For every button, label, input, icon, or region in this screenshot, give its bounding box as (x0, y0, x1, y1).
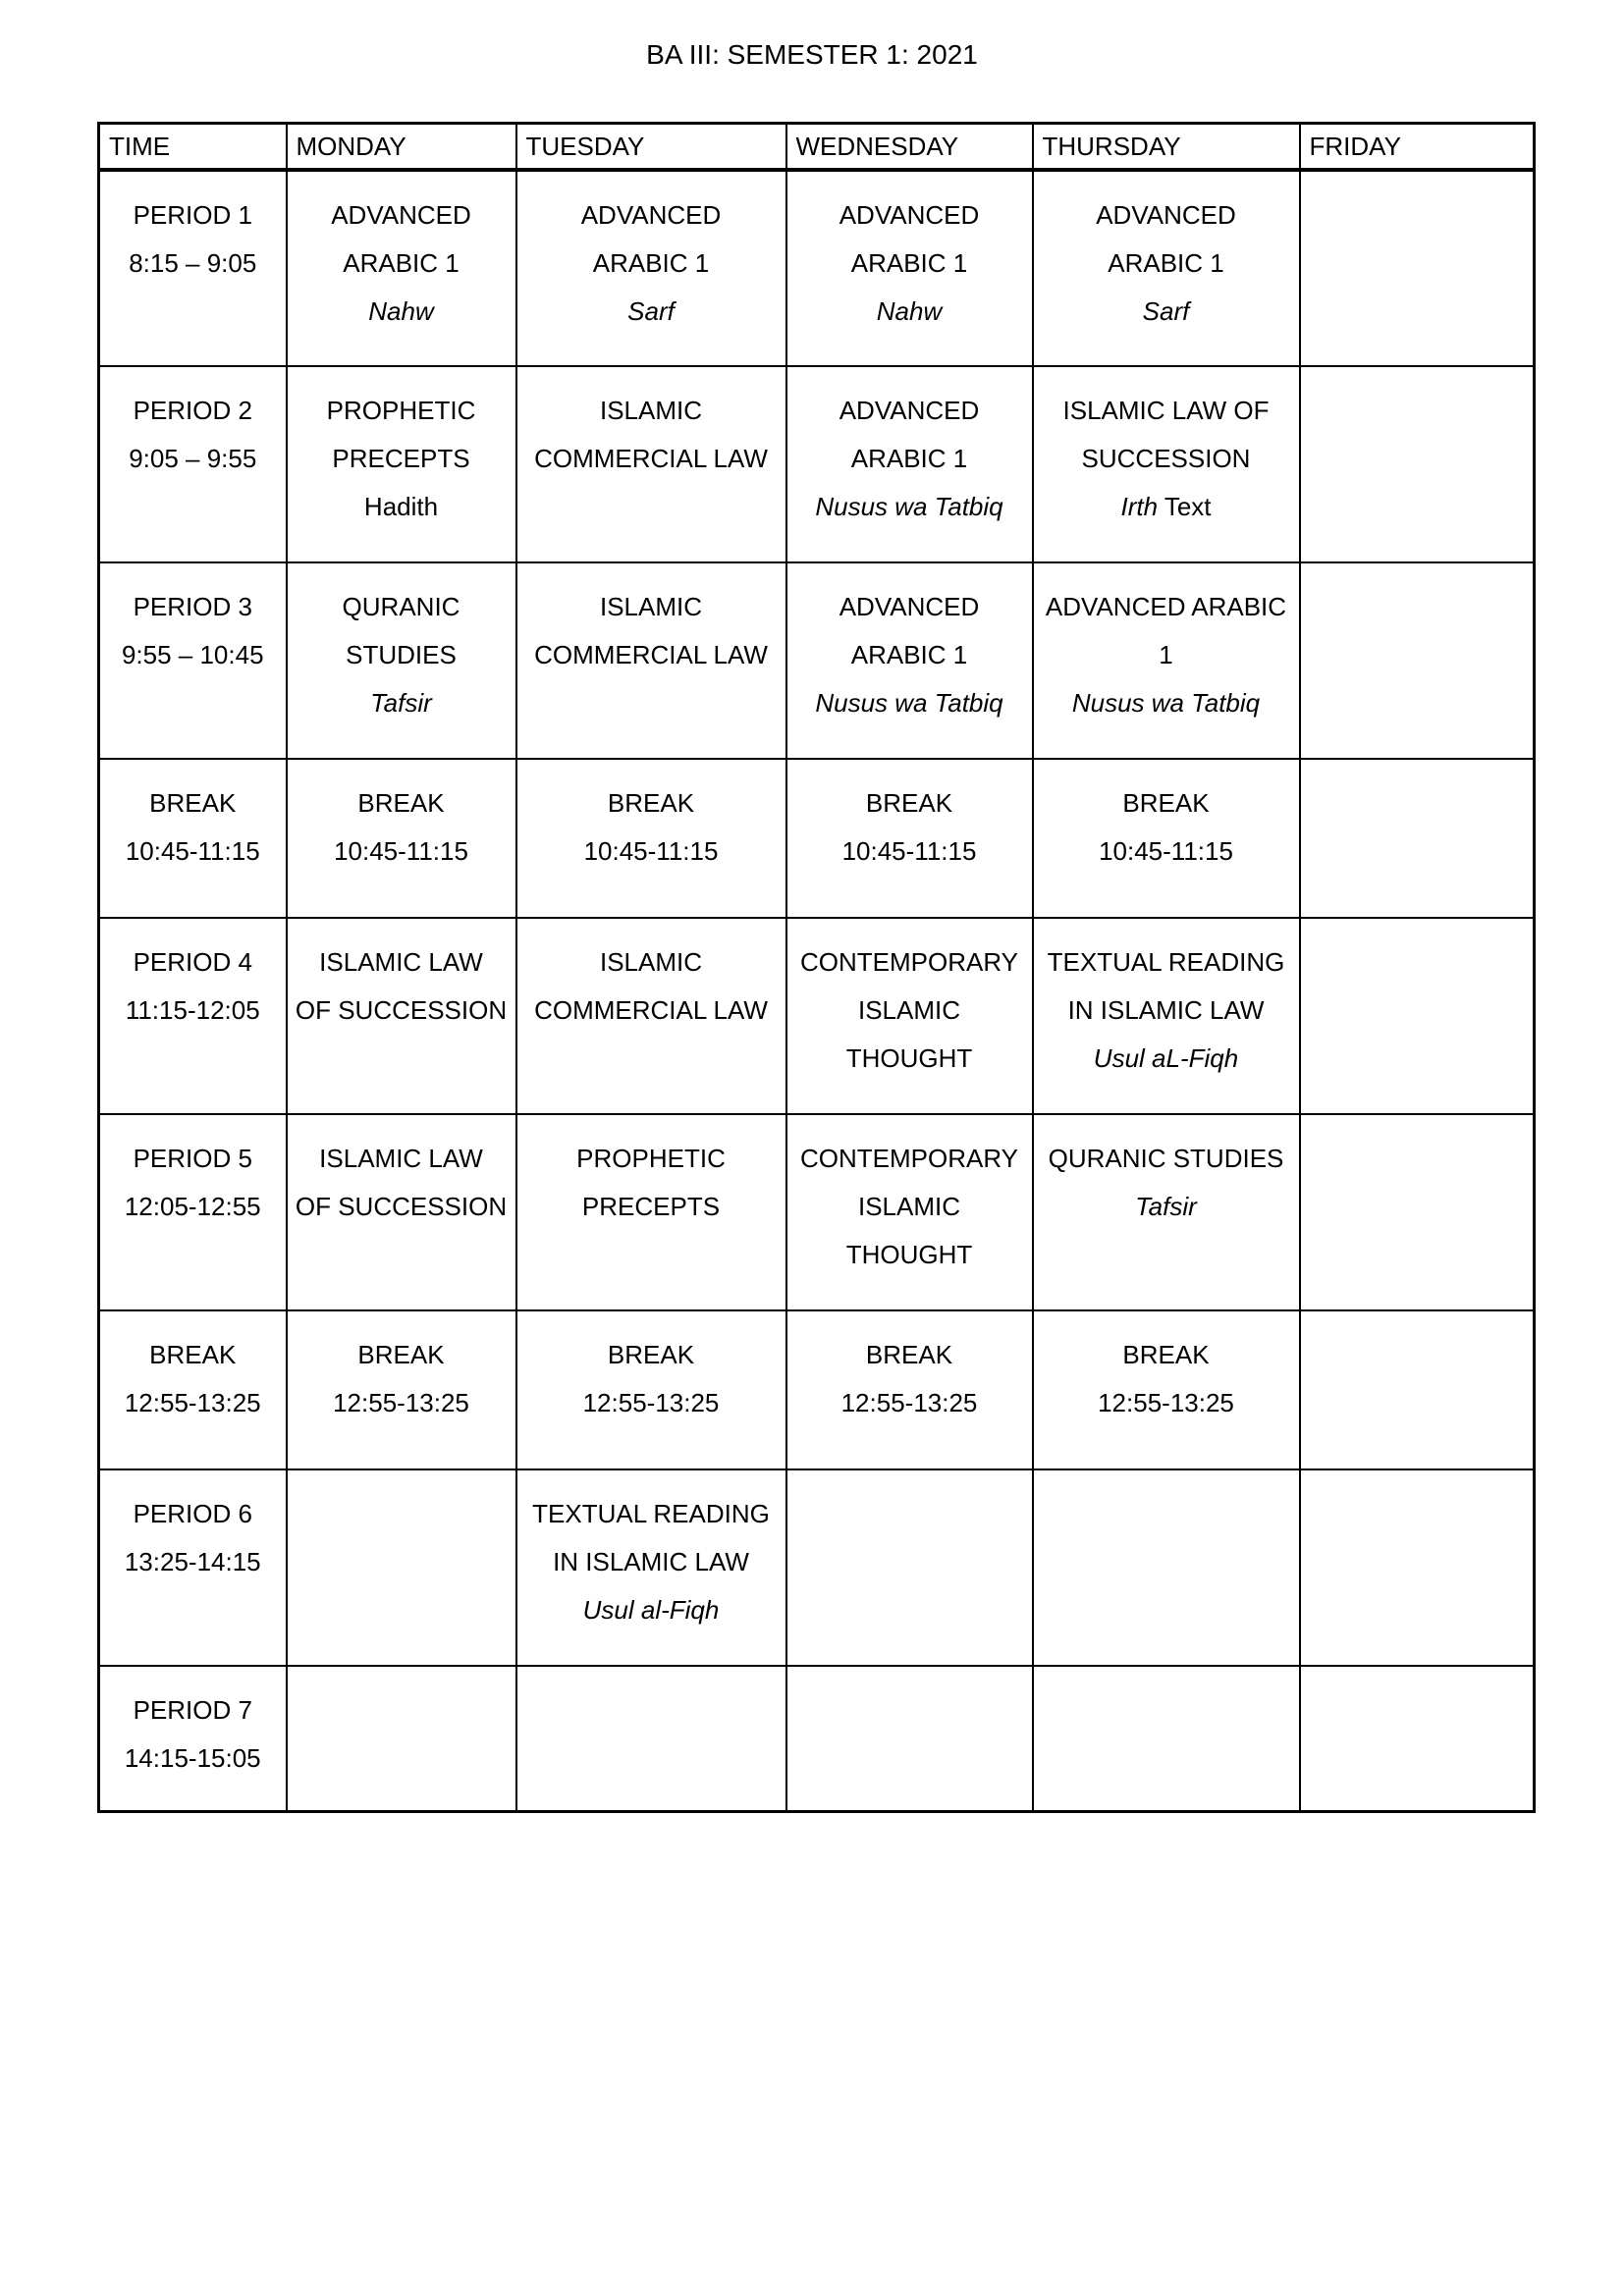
cell-text-line: Nusus wa Tatbiq (1071, 688, 1261, 718)
cell-text-line: PERIOD 6 (133, 1499, 252, 1528)
cell-text-line: Nusus wa Tatbiq (815, 688, 1003, 718)
cell-monday-period-4 (287, 918, 516, 1114)
cell-text-line: PRECEPTS (332, 444, 470, 473)
cell-text-line: 12:55-13:25 (124, 1388, 261, 1417)
cell-monday-period-6 (287, 1469, 516, 1666)
cell-tuesday-period-1 (516, 170, 786, 366)
cell-monday-period-3 (287, 562, 516, 759)
cell-text-line: PERIOD 5 (133, 1144, 252, 1173)
cell-time-period-1 (99, 170, 287, 366)
cell-text-line: BREAK (607, 788, 695, 818)
cell-monday-period-1 (287, 170, 516, 366)
cell-text-line: TEXTUAL READING (532, 1499, 770, 1528)
cell-wednesday-period-1 (786, 170, 1033, 366)
cell-text-line: Tafsir (1135, 1192, 1197, 1221)
cell-thursday-period-1 (1033, 170, 1300, 366)
cell-text-line: Nahw (876, 296, 943, 326)
cell-monday-break-1 (287, 759, 516, 918)
cell-text-line: PERIOD 7 (133, 1695, 252, 1725)
cell-text-line: 9:05 – 9:55 (129, 444, 257, 473)
cell-thursday-break-1 (1033, 759, 1300, 918)
cell-text-line: ADVANCED (839, 396, 980, 425)
cell-wednesday-period-3 (786, 562, 1033, 759)
cell-monday-period-2 (287, 366, 516, 562)
cell-wednesday-period-7 (786, 1666, 1033, 1811)
cell-tuesday-period-6 (516, 1469, 786, 1666)
cell-text-line: ADVANCED (839, 200, 980, 230)
cell-time-period-4 (99, 918, 287, 1114)
cell-tuesday-period-3 (516, 562, 786, 759)
cell-text-line: BREAK (357, 788, 445, 818)
cell-text-line: 13:25-14:15 (124, 1547, 261, 1576)
cell-text-line: ISLAMIC LAW OF (1062, 396, 1270, 425)
column-header-friday: FRIDAY (1300, 124, 1535, 171)
cell-time-period-5 (99, 1114, 287, 1310)
cell-text-line: 8:15 – 9:05 (129, 248, 257, 278)
cell-text-line: THOUGHT (845, 1240, 973, 1269)
cell-text-line: 14:15-15:05 (124, 1743, 261, 1773)
cell-time-period-6 (99, 1469, 287, 1666)
row-period-7 (99, 1666, 1535, 1811)
timetable-body (99, 170, 1535, 1811)
cell-thursday-period-6 (1033, 1469, 1300, 1666)
row-break-2 (99, 1310, 1535, 1469)
cell-text-line: BREAK (149, 788, 237, 818)
cell-time-period-2 (99, 366, 287, 562)
cell-text-line: 10:45-11:15 (125, 836, 260, 866)
cell-text-line: QURANIC STUDIES (1048, 1144, 1284, 1173)
column-header-wednesday: WEDNESDAY (786, 124, 1033, 171)
row-period-5 (99, 1114, 1535, 1310)
cell-text-line: 10:45-11:15 (841, 836, 977, 866)
cell-text-line: ARABIC 1 (1108, 248, 1224, 278)
cell-thursday-period-3 (1033, 562, 1300, 759)
cell-text-line: Tafsir (370, 688, 432, 718)
row-period-3 (99, 562, 1535, 759)
cell-text-line: CONTEMPORARY (800, 1144, 1018, 1173)
cell-text-line: 12:55-13:25 (582, 1388, 720, 1417)
cell-text-line: ARABIC 1 (343, 248, 460, 278)
cell-time-break-1 (99, 759, 287, 918)
cell-text-line: Usul al-Fiqh (582, 1595, 720, 1625)
row-break-1 (99, 759, 1535, 918)
cell-text-line: ARABIC 1 (850, 248, 968, 278)
cell-time-break-2 (99, 1310, 287, 1469)
column-header-tuesday: TUESDAY (516, 124, 786, 171)
cell-text-line: IN ISLAMIC LAW (1067, 995, 1265, 1025)
cell-tuesday-period-2 (516, 366, 786, 562)
cell-text-line: Usul aL-Fiqh (1093, 1043, 1239, 1073)
cell-text-line: ISLAMIC (599, 396, 703, 425)
cell-text-line: ISLAMIC (599, 947, 703, 977)
cell-text-line: 12:55-13:25 (333, 1388, 469, 1417)
cell-friday-period-3 (1300, 562, 1535, 759)
column-header-thursday: THURSDAY (1033, 124, 1300, 171)
cell-text-line: ISLAMIC LAW (319, 947, 483, 977)
cell-text-line: BREAK (1122, 1340, 1210, 1369)
row-period-4 (99, 918, 1535, 1114)
cell-text-line: ADVANCED (331, 200, 471, 230)
cell-text-line: 12:55-13:25 (1098, 1388, 1234, 1417)
cell-friday-period-1 (1300, 170, 1535, 366)
cell-wednesday-period-4 (786, 918, 1033, 1114)
cell-friday-period-4 (1300, 918, 1535, 1114)
cell-wednesday-period-5 (786, 1114, 1033, 1310)
cell-text-line: 11:15-12:05 (125, 995, 260, 1025)
cell-tuesday-period-7 (516, 1666, 786, 1811)
cell-text-line: PROPHETIC (576, 1144, 726, 1173)
cell-tuesday-period-5 (516, 1114, 786, 1310)
column-header-time: TIME (99, 124, 287, 171)
cell-text-line: ADVANCED (1096, 200, 1236, 230)
cell-text-line: CONTEMPORARY (800, 947, 1018, 977)
cell-text-line: PRECEPTS (581, 1192, 721, 1221)
cell-monday-period-7 (287, 1666, 516, 1811)
cell-text-line: PERIOD 1 (133, 200, 252, 230)
cell-text-line: COMMERCIAL LAW (534, 444, 768, 473)
cell-friday-period-7 (1300, 1666, 1535, 1811)
cell-friday-break-2 (1300, 1310, 1535, 1469)
cell-text-line: ARABIC 1 (850, 640, 968, 669)
cell-wednesday-period-6 (786, 1469, 1033, 1666)
cell-monday-break-2 (287, 1310, 516, 1469)
cell-text-line: BREAK (357, 1340, 445, 1369)
cell-wednesday-break-1 (786, 759, 1033, 918)
cell-text-line: BREAK (865, 1340, 953, 1369)
cell-text-line: ADVANCED (839, 592, 980, 621)
cell-text-line: Nusus wa Tatbiq (815, 492, 1003, 521)
cell-text-line: Sarf (1142, 296, 1190, 326)
cell-text-line: BREAK (1122, 788, 1210, 818)
row-period-2 (99, 366, 1535, 562)
cell-thursday-period-2 (1033, 366, 1300, 562)
cell-friday-period-2 (1300, 366, 1535, 562)
cell-text-line: PERIOD 4 (133, 947, 252, 977)
cell-text-line: Irth Text (1120, 492, 1212, 521)
cell-text-line: STUDIES (346, 640, 457, 669)
cell-thursday-break-2 (1033, 1310, 1300, 1469)
cell-text-line: 9:55 – 10:45 (121, 640, 264, 669)
row-period-1 (99, 170, 1535, 366)
cell-text-line: COMMERCIAL LAW (534, 640, 768, 669)
cell-text-line: 10:45-11:15 (1099, 836, 1233, 866)
cell-text-line: 10:45-11:15 (583, 836, 719, 866)
cell-text-line: 12:05-12:55 (124, 1192, 261, 1221)
cell-time-period-7 (99, 1666, 287, 1811)
cell-text-line: PROPHETIC (326, 396, 476, 425)
cell-text-line: PERIOD 2 (133, 396, 252, 425)
cell-friday-break-1 (1300, 759, 1535, 918)
cell-text-line: ISLAMIC (599, 592, 703, 621)
cell-text-line: 1 (1159, 640, 1173, 669)
cell-wednesday-period-2 (786, 366, 1033, 562)
cell-tuesday-break-1 (516, 759, 786, 918)
cell-text-line: Sarf (627, 296, 675, 326)
cell-text-line: Hadith (363, 492, 439, 521)
cell-text-line: COMMERCIAL LAW (534, 995, 768, 1025)
cell-text-line: OF SUCCESSION (295, 1192, 508, 1221)
cell-tuesday-period-4 (516, 918, 786, 1114)
cell-text-line: BREAK (607, 1340, 695, 1369)
cell-text-line: QURANIC (342, 592, 460, 621)
row-period-6 (99, 1469, 1535, 1666)
cell-text-line: Nahw (368, 296, 434, 326)
cell-text-line: 10:45-11:15 (334, 836, 468, 866)
cell-text-line: 12:55-13:25 (840, 1388, 978, 1417)
timetable (97, 122, 1536, 1813)
cell-thursday-period-7 (1033, 1666, 1300, 1811)
cell-text-line: ISLAMIC LAW (319, 1144, 483, 1173)
cell-text-line: ADVANCED ARABIC (1045, 592, 1287, 621)
cell-time-period-3 (99, 562, 287, 759)
cell-monday-period-5 (287, 1114, 516, 1310)
cell-wednesday-break-2 (786, 1310, 1033, 1469)
cell-friday-period-6 (1300, 1469, 1535, 1666)
cell-text-line: ISLAMIC (857, 995, 961, 1025)
cell-text-line: ADVANCED (580, 200, 722, 230)
cell-tuesday-break-2 (516, 1310, 786, 1469)
header-row (99, 124, 1535, 171)
cell-text-line: ARABIC 1 (592, 248, 710, 278)
page-title: BA III: SEMESTER 1: 2021 (646, 39, 978, 70)
column-header-monday: MONDAY (287, 124, 516, 171)
cell-text-line: ISLAMIC (857, 1192, 961, 1221)
cell-text-line: THOUGHT (845, 1043, 973, 1073)
cell-text-line: BREAK (865, 788, 953, 818)
cell-text-line: IN ISLAMIC LAW (553, 1547, 749, 1576)
cell-text-line: BREAK (149, 1340, 237, 1369)
cell-text-line: PERIOD 3 (133, 592, 252, 621)
cell-text-line: TEXTUAL READING (1047, 947, 1285, 977)
cell-text-line: SUCCESSION (1081, 444, 1251, 473)
cell-thursday-period-5 (1033, 1114, 1300, 1310)
cell-text-line: ARABIC 1 (850, 444, 968, 473)
cell-friday-period-5 (1300, 1114, 1535, 1310)
cell-thursday-period-4 (1033, 918, 1300, 1114)
cell-text-line: OF SUCCESSION (295, 995, 508, 1025)
